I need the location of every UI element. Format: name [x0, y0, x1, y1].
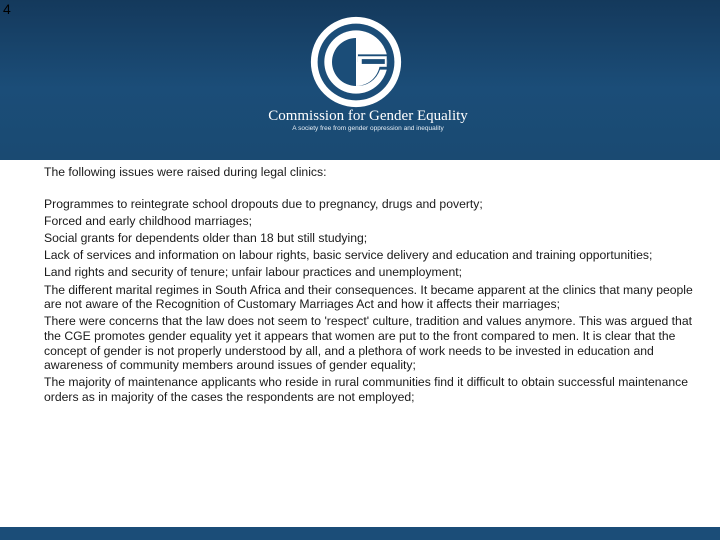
list-item: The different marital regimes in South Africa and their consequences. It became apparent at the clinics that many people are not aware of the Recognition of Customary Marriages Act and how it affects their marriages; [44, 282, 693, 312]
list-item: Social grants for dependents older than 18 but still studying; [44, 230, 368, 245]
list-item: There were concerns that the law does not seem to 'respect' culture, tradition and values anymore. This was argued that the CGE promotes gender equality yet it appears that women are put to the front compared to men. It is clear that the concept of gender is not properly understood by all, and a plethora of work needs to be invested in education and awareness of community members around issues of gender equality; [44, 314, 693, 373]
list-item: Lack of services and information on labour rights, basic service delivery and education and training opportunities; [44, 248, 653, 263]
list-item: Land rights and security of tenure; unfair labour practices and unemployment; [44, 265, 462, 280]
intro-text: The following issues were raised during legal clinics: [44, 165, 327, 179]
list-item: Programmes to reintegrate school dropouts due to pregnancy, drugs and poverty; [44, 196, 483, 211]
list-item: The majority of maintenance applicants who reside in rural communities find it difficult to obtain successful maintenance orders as in majority of the cases the respondents are not employed; [44, 375, 689, 404]
slide-number: 4 [3, 1, 11, 17]
org-name: Commission for Gender Equality [268, 108, 468, 124]
issues-list [44, 197, 694, 405]
footer-bar [0, 527, 720, 540]
org-tagline: A society free from gender oppression and inequality [292, 125, 444, 132]
slide-content [44, 165, 694, 407]
cge-logo-icon [308, 14, 404, 110]
header-banner [0, 0, 720, 160]
list-item: Forced and early childhood marriages; [44, 213, 252, 228]
